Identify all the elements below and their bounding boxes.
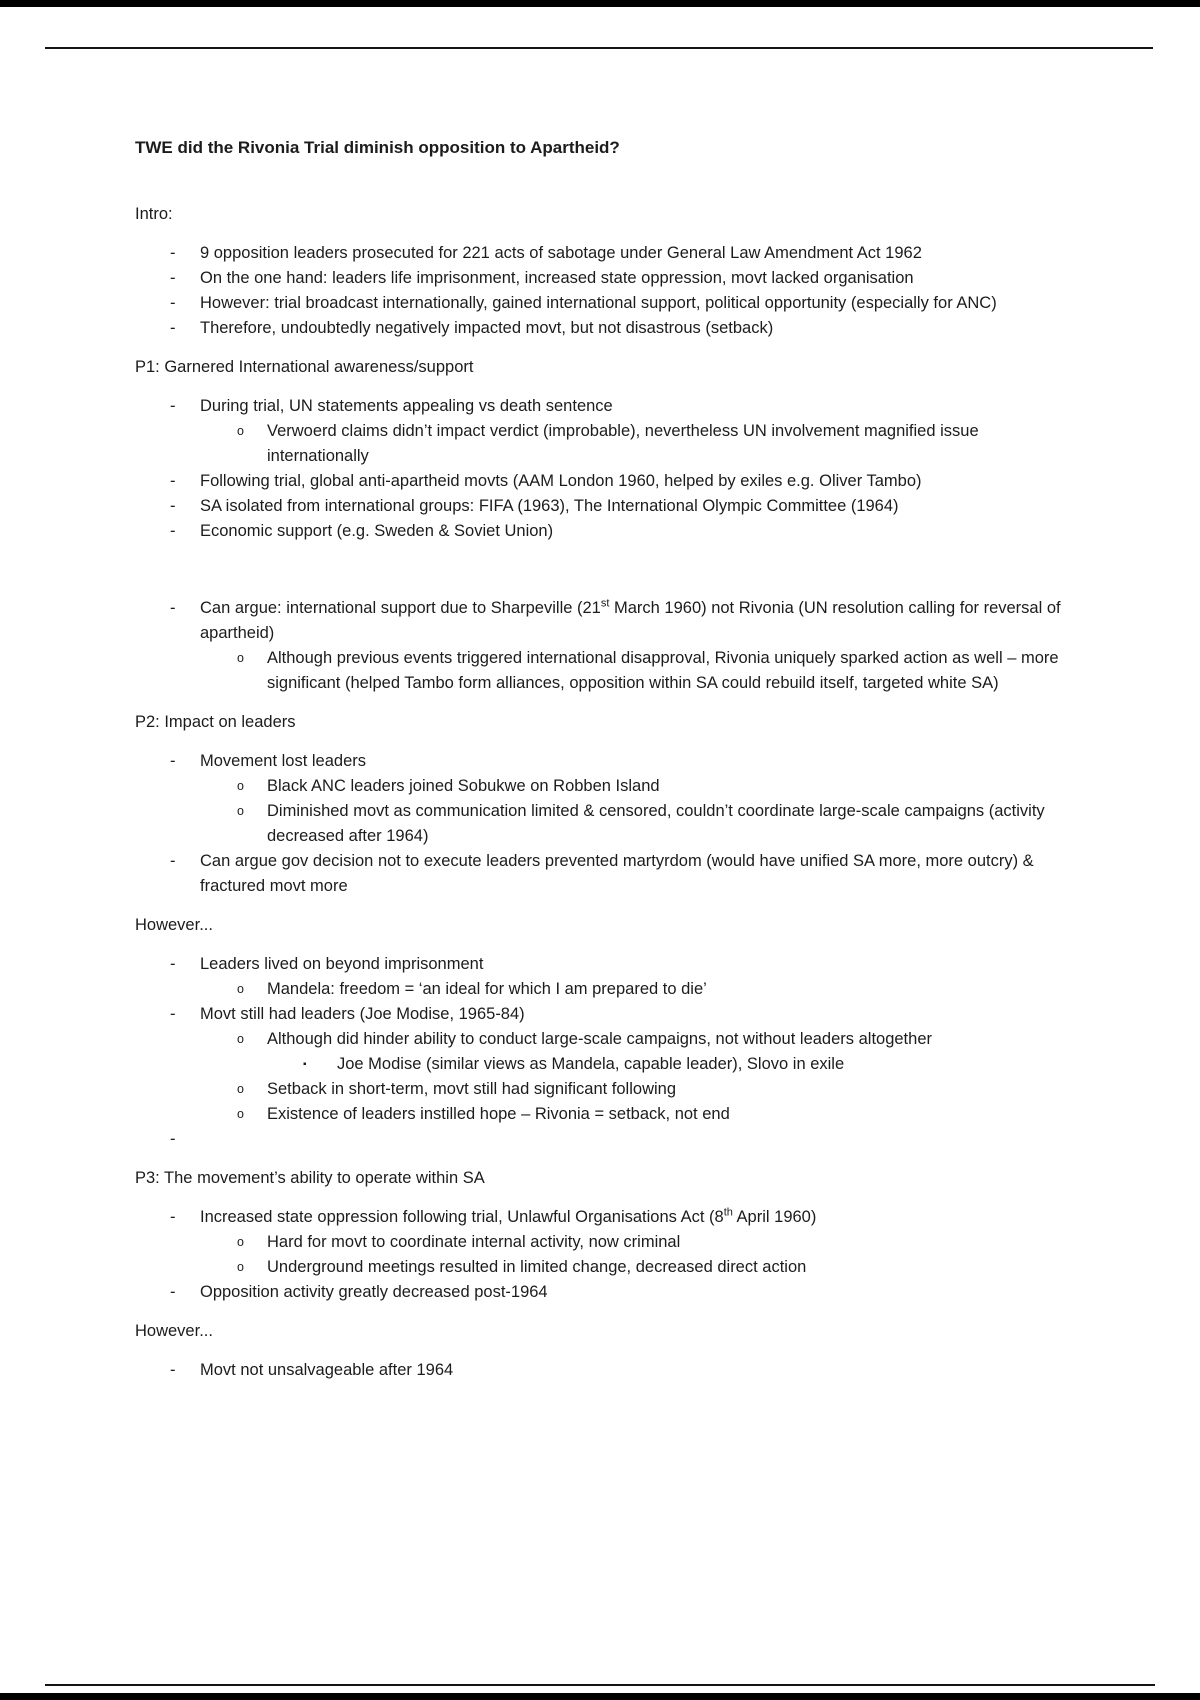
bullet-list <box>135 1358 1070 1383</box>
bullet-list <box>135 241 1070 341</box>
bullet-marker: - <box>170 522 176 540</box>
bullet-marker: - <box>170 752 176 770</box>
section-heading: Intro: <box>135 205 173 223</box>
list-item <box>135 1280 1070 1305</box>
list-item-text: 9 opposition leaders prosecuted for 221 acts of sabotage under General Law Amendment Act 1962 <box>200 244 922 262</box>
list-item <box>135 1358 1070 1383</box>
list-item <box>135 799 1070 849</box>
list-item <box>135 1230 1070 1255</box>
list-item-text: Existence of leaders instilled hope – Rivonia = setback, not end <box>267 1105 730 1123</box>
footer-rule <box>45 1684 1155 1686</box>
list-item <box>135 419 1070 469</box>
header-rule <box>45 47 1153 49</box>
list-item <box>135 519 1070 544</box>
list-item-text: Opposition activity greatly decreased post-1964 <box>200 1283 548 1301</box>
bullet-marker: o <box>237 1107 244 1121</box>
list-item <box>135 469 1070 494</box>
section-heading: However... <box>135 1322 213 1340</box>
bullet-list <box>135 394 1070 696</box>
bullet-marker: o <box>237 1260 244 1274</box>
list-item-text: Underground meetings resulted in limited change, decreased direct action <box>267 1258 807 1276</box>
list-item-text: Black ANC leaders joined Sobukwe on Robben Island <box>267 777 660 795</box>
page-top-edge <box>0 0 1200 7</box>
bullet-marker: - <box>170 269 176 287</box>
bullet-marker: - <box>170 1361 176 1379</box>
bullet-marker: o <box>237 804 244 818</box>
list-item <box>135 749 1070 774</box>
list-item <box>135 1127 1070 1152</box>
list-item <box>135 394 1070 419</box>
list-item <box>135 646 1070 696</box>
list-item-text: Movt still had leaders (Joe Modise, 1965-84) <box>200 1005 525 1023</box>
document-title: TWE did the Rivonia Trial diminish opposition to Apartheid? <box>135 138 620 157</box>
list-item <box>135 316 1070 341</box>
list-item-text: However: trial broadcast internationally, gained international support, political opportunity (especially for ANC) <box>200 294 997 312</box>
bullet-marker: ▪ <box>303 1059 307 1070</box>
section-heading: P1: Garnered International awareness/support <box>135 358 474 376</box>
list-item-text: Verwoerd claims didn’t impact verdict (improbable), nevertheless UN involvement magnified issue internationally <box>267 422 979 465</box>
bullet-marker: - <box>170 472 176 490</box>
list-item-text: Movement lost leaders <box>200 752 366 770</box>
list-item <box>135 1027 1070 1052</box>
list-item-text: Therefore, undoubtedly negatively impacted movt, but not disastrous (setback) <box>200 319 774 337</box>
list-item-text: SA isolated from international groups: FIFA (1963), The International Olympic Committee (1964) <box>200 497 899 515</box>
bullet-marker: - <box>170 1208 176 1226</box>
bullet-list <box>135 952 1070 1152</box>
list-item <box>135 977 1070 1002</box>
list-item-text: Can argue: international support due to Sharpeville (21st March 1960) not Rivonia (UN resolution calling for reversal of apartheid) <box>200 597 1061 642</box>
list-item <box>135 952 1070 977</box>
list-item <box>135 774 1070 799</box>
bullet-marker: o <box>237 424 244 438</box>
list-item-text: During trial, UN statements appealing vs death sentence <box>200 397 613 415</box>
section-heading: P2: Impact on leaders <box>135 713 296 731</box>
list-item-text: Mandela: freedom = ‘an ideal for which I am prepared to die’ <box>267 980 707 998</box>
bullet-marker: - <box>170 294 176 312</box>
bullet-marker: o <box>237 1082 244 1096</box>
page-bottom-edge <box>0 1693 1200 1700</box>
bullet-marker: - <box>170 244 176 262</box>
bullet-marker: o <box>237 651 244 665</box>
list-item-text: Movt not unsalvageable after 1964 <box>200 1361 454 1379</box>
list-item <box>135 1102 1070 1127</box>
bullet-marker: o <box>237 982 244 996</box>
list-item-text: Although did hinder ability to conduct large-scale campaigns, not without leaders altogether <box>267 1030 932 1048</box>
bullet-marker: o <box>237 1032 244 1046</box>
list-item <box>135 1077 1070 1102</box>
list-item-text: Economic support (e.g. Sweden & Soviet Union) <box>200 522 554 540</box>
bullet-marker: o <box>237 779 244 793</box>
list-item-text: Diminished movt as communication limited & censored, couldn’t coordinate large-scale campaigns (activity decreased after 1964) <box>267 802 1045 845</box>
list-item-text: Increased state oppression following trial, Unlawful Organisations Act (8th April 1960) <box>200 1206 817 1226</box>
list-item <box>135 1255 1070 1280</box>
list-item <box>135 266 1070 291</box>
section-heading: P3: The movement’s ability to operate within SA <box>135 1169 485 1187</box>
bullet-marker: - <box>170 1283 176 1301</box>
list-item <box>135 241 1070 266</box>
sections <box>135 203 1070 1383</box>
document-content <box>135 137 1070 1398</box>
bullet-list <box>135 749 1070 899</box>
list-item-text: Leaders lived on beyond imprisonment <box>200 955 484 973</box>
list-item-text: Following trial, global anti-apartheid movts (AAM London 1960, helped by exiles e.g. Oliver Tambo) <box>200 472 922 490</box>
list-item <box>135 291 1070 316</box>
list-item <box>135 596 1070 646</box>
list-item-text: Joe Modise (similar views as Mandela, capable leader), Slovo in exile <box>337 1055 845 1073</box>
bullet-marker: - <box>170 1005 176 1023</box>
bullet-marker: - <box>170 955 176 973</box>
list-item-text: On the one hand: leaders life imprisonment, increased state oppression, movt lacked organisation <box>200 269 914 287</box>
bullet-marker: - <box>170 497 176 515</box>
bullet-marker: - <box>170 319 176 337</box>
section-heading: However... <box>135 916 213 934</box>
bullet-list <box>135 1205 1070 1305</box>
bullet-marker: o <box>237 1235 244 1249</box>
list-item-text: Hard for movt to coordinate internal activity, now criminal <box>267 1233 681 1251</box>
list-item <box>135 1002 1070 1027</box>
list-item-text: Setback in short-term, movt still had significant following <box>267 1080 677 1098</box>
list-item <box>135 1205 1070 1230</box>
list-item <box>135 494 1070 519</box>
bullet-marker: - <box>170 397 176 415</box>
list-item <box>135 1052 1070 1077</box>
bullet-marker: - <box>170 1130 176 1148</box>
list-item-text <box>200 1127 1070 1152</box>
list-item-text: Although previous events triggered international disapproval, Rivonia uniquely sparked action as well – more significant (helped Tambo form alliances, opposition within SA could rebuild itself, targeted white SA) <box>267 649 1059 692</box>
bullet-marker: - <box>170 852 176 870</box>
list-item-text: Can argue gov decision not to execute leaders prevented martyrdom (would have unified SA more, more outcry) & fractured movt more <box>200 852 1034 895</box>
list-item <box>135 849 1070 899</box>
bullet-marker: - <box>170 599 176 617</box>
